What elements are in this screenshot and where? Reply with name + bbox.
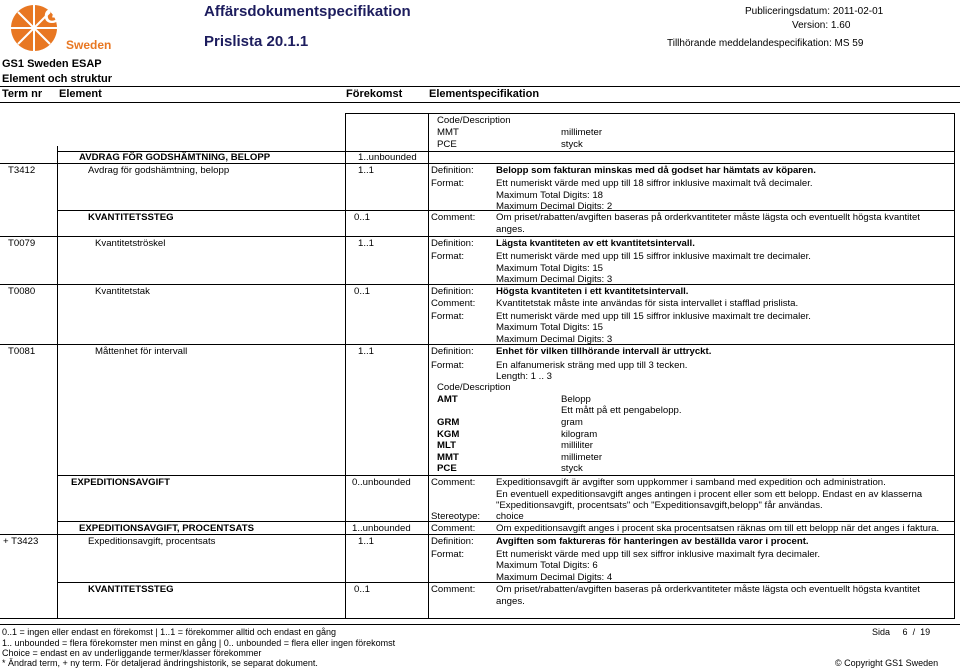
logo-sub: Sweden	[66, 38, 112, 52]
label: Comment:	[431, 212, 476, 223]
comment: En eventuell expeditionsavgift anges antingen i procent eller som ett belopp. Endast en av klasserna	[496, 489, 923, 500]
label: Format:	[431, 178, 465, 189]
comment: Om priset/rabatten/avgiften baseras på orderkvantiteter måste lägsta och eventuellt högsta kvantitet	[496, 212, 920, 223]
label: Comment:	[431, 523, 476, 534]
comment: Om priset/rabatten/avgiften baseras på orderkvantiteter måste lägsta och eventuellt högsta kvantitet	[496, 584, 920, 595]
code: MLT	[437, 440, 456, 451]
label: Definition:	[431, 346, 474, 357]
label: Format:	[431, 549, 465, 560]
col-elementspec: Elementspecifikation	[429, 88, 540, 100]
row-divider	[0, 534, 955, 535]
label: Definition:	[431, 238, 474, 249]
occ: 1..1	[358, 165, 375, 176]
element-name: Kvantitetstak	[95, 286, 150, 297]
format: En alfanumerisk sträng med upp till 3 tecken.	[496, 360, 688, 371]
row-divider	[0, 163, 955, 164]
term-nr: T3412	[8, 165, 36, 176]
grid-line	[57, 146, 58, 618]
code-desc: millimeter	[561, 452, 603, 463]
label: Comment:	[431, 477, 476, 488]
label: Definition:	[431, 536, 474, 547]
header-rule-bottom	[0, 102, 960, 103]
term-nr: T0079	[8, 238, 36, 249]
comment: "Expeditionsavgift, procentsats" och "Expeditionsavgift,belopp" får användas.	[496, 500, 823, 511]
code-desc: Ett mått på ett pengabelopp.	[561, 405, 682, 416]
row-divider	[0, 284, 955, 285]
length: Length: 1 .. 3	[496, 371, 553, 382]
col-term: Term nr	[2, 88, 43, 100]
row-divider	[0, 344, 955, 345]
footer-legend-4: * Ändrad term, + ny term. För detaljerad ändringshistorik, se separat dokument.	[2, 658, 318, 668]
class-kvantitetssteg: KVANTITETSSTEG	[88, 584, 174, 595]
class-avdrag: AVDRAG FÖR GODSHÄMTNING, BELOPP	[79, 152, 271, 163]
section-title: Element och struktur	[2, 73, 113, 85]
code-desc: kilogram	[561, 429, 598, 440]
row-divider	[57, 210, 955, 211]
occ: 1..unbounded	[358, 152, 417, 163]
label: Comment:	[431, 584, 476, 595]
header-rule	[0, 86, 960, 87]
element-name: Kvantitetströskel	[95, 238, 166, 249]
stereotype: choice	[496, 511, 524, 522]
class-kvantitetssteg: KVANTITETSSTEG	[88, 212, 174, 223]
copyright: © Copyright GS1 Sweden	[835, 658, 939, 668]
class-expeditionsavgift-procentsats: EXPEDITIONSAVGIFT, PROCENTSATS	[79, 523, 255, 534]
comment: Om expeditionsavgift anges i procent ska procentsatsen räknas om till ett belopp när det anges i faktura.	[496, 523, 940, 534]
definition: Högsta kvantiteten i ett kvantitetsintervall.	[496, 286, 689, 297]
code-header: Code/Description	[437, 115, 511, 126]
grid-line	[428, 113, 429, 618]
code-desc: styck	[561, 463, 583, 474]
row-divider	[57, 475, 955, 476]
format: Ett numeriskt värde med upp till 15 siffror inklusive maximalt tre decimaler.	[496, 311, 811, 322]
definition: Enhet för vilken tillhörande intervall är uttryckt.	[496, 346, 712, 357]
max-total: Maximum Total Digits: 6	[496, 560, 598, 571]
code: MMT	[437, 452, 459, 463]
row-divider	[0, 236, 955, 237]
comment: Expeditionsavgift är avgifter som uppkommer i samband med expedition och administration.	[496, 477, 886, 488]
doc-subtitle: Prislista 20.1.1	[204, 33, 309, 50]
code-desc: gram	[561, 417, 583, 428]
code-desc: milliliter	[561, 440, 593, 451]
code-header: Code/Description	[437, 382, 511, 393]
footer-legend-3: Choice = endast en av underliggande termer/klasser förekommer	[2, 648, 262, 658]
element-name: Måttenhet för intervall	[95, 346, 188, 357]
col-element: Element	[59, 88, 102, 100]
footer-legend-2: 1.. unbounded = flera förekomster men minst en gång | 0.. unbounded = flera eller ingen förekomst	[2, 638, 396, 648]
max-total: Maximum Total Digits: 15	[496, 322, 603, 333]
occ: 1..1	[358, 238, 375, 249]
code: KGM	[437, 429, 460, 440]
element-name: Expeditionsavgift, procentsats	[88, 536, 216, 547]
row-divider	[57, 521, 955, 522]
comment: anges.	[496, 224, 525, 235]
format: Ett numeriskt värde med upp till 18 siffror inklusive maximalt två decimaler.	[496, 178, 813, 189]
code-pce: PCE	[437, 139, 457, 150]
occ: 0..unbounded	[352, 477, 411, 488]
code-mmt: MMT	[437, 127, 459, 138]
label: Definition:	[431, 165, 474, 176]
definition: Lägsta kvantiteten av ett kvantitetsintervall.	[496, 238, 695, 249]
grid-line	[954, 113, 955, 618]
max-total: Maximum Total Digits: 18	[496, 190, 603, 201]
footer-legend-1: 0..1 = ingen eller endast en förekomst | 1..1 = förekommer alltid och endast en gång	[2, 627, 337, 637]
row-divider	[57, 582, 955, 583]
grid-line	[345, 113, 346, 618]
label: Definition:	[431, 286, 474, 297]
code: PCE	[437, 463, 457, 474]
max-dec: Maximum Decimal Digits: 2	[496, 201, 613, 212]
grid-line	[345, 113, 955, 114]
code-mmt-desc: millimeter	[561, 127, 603, 138]
definition: Belopp som fakturan minskas med då godset har hämtats av köparen.	[496, 165, 816, 176]
occ: 1..1	[358, 346, 375, 357]
label: Stereotype:	[431, 511, 481, 522]
occ: 1..1	[358, 536, 375, 547]
label: Format:	[431, 360, 465, 371]
code: GRM	[437, 417, 460, 428]
occ: 0..1	[354, 584, 371, 595]
page-number: Sida 6 / 19	[872, 627, 931, 637]
code-desc: Belopp	[561, 394, 591, 405]
term-nr: T0081	[8, 346, 36, 357]
max-total: Maximum Total Digits: 15	[496, 263, 603, 274]
occ: 1..unbounded	[352, 523, 411, 534]
logo-text: GS1	[44, 6, 85, 28]
class-expeditionsavgift: EXPEDITIONSAVGIFT	[71, 477, 170, 488]
max-dec: Maximum Decimal Digits: 4	[496, 572, 613, 583]
label: Format:	[431, 251, 465, 262]
occ: 0..1	[354, 212, 371, 223]
grid-line	[0, 618, 955, 619]
label: Format:	[431, 311, 465, 322]
comment: Kvantitetstak måste inte användas för sista intervallet i stafflad prislista.	[496, 298, 799, 309]
occ: 0..1	[354, 286, 371, 297]
definition: Avgiften som faktureras för hanteringen av beställda varor i procent.	[496, 536, 809, 547]
format: Ett numeriskt värde med upp till 15 siffror inklusive maximalt tre decimaler.	[496, 251, 811, 262]
element-name: Avdrag för godshämtning, belopp	[88, 165, 230, 176]
org-name: GS1 Sweden ESAP	[2, 58, 102, 70]
footer-rule	[0, 624, 960, 625]
comment: anges.	[496, 596, 525, 607]
max-dec: Maximum Decimal Digits: 3	[496, 334, 613, 345]
max-dec: Maximum Decimal Digits: 3	[496, 274, 613, 285]
label: Comment:	[431, 298, 476, 309]
version: Version: 1.60	[792, 20, 851, 31]
doc-title: Affärsdokumentspecifikation	[204, 3, 411, 20]
msg-spec: Tillhörande meddelandespecifikation: MS 59	[667, 38, 864, 49]
code-pce-desc: styck	[561, 139, 583, 150]
pub-date: Publiceringsdatum: 2011-02-01	[745, 6, 884, 17]
term-nr: + T3423	[3, 536, 39, 547]
format: Ett numeriskt värde med upp till sex siffror inklusive maximalt fyra decimaler.	[496, 549, 820, 560]
code: AMT	[437, 394, 458, 405]
col-occurrence: Förekomst	[346, 88, 403, 100]
term-nr: T0080	[8, 286, 36, 297]
